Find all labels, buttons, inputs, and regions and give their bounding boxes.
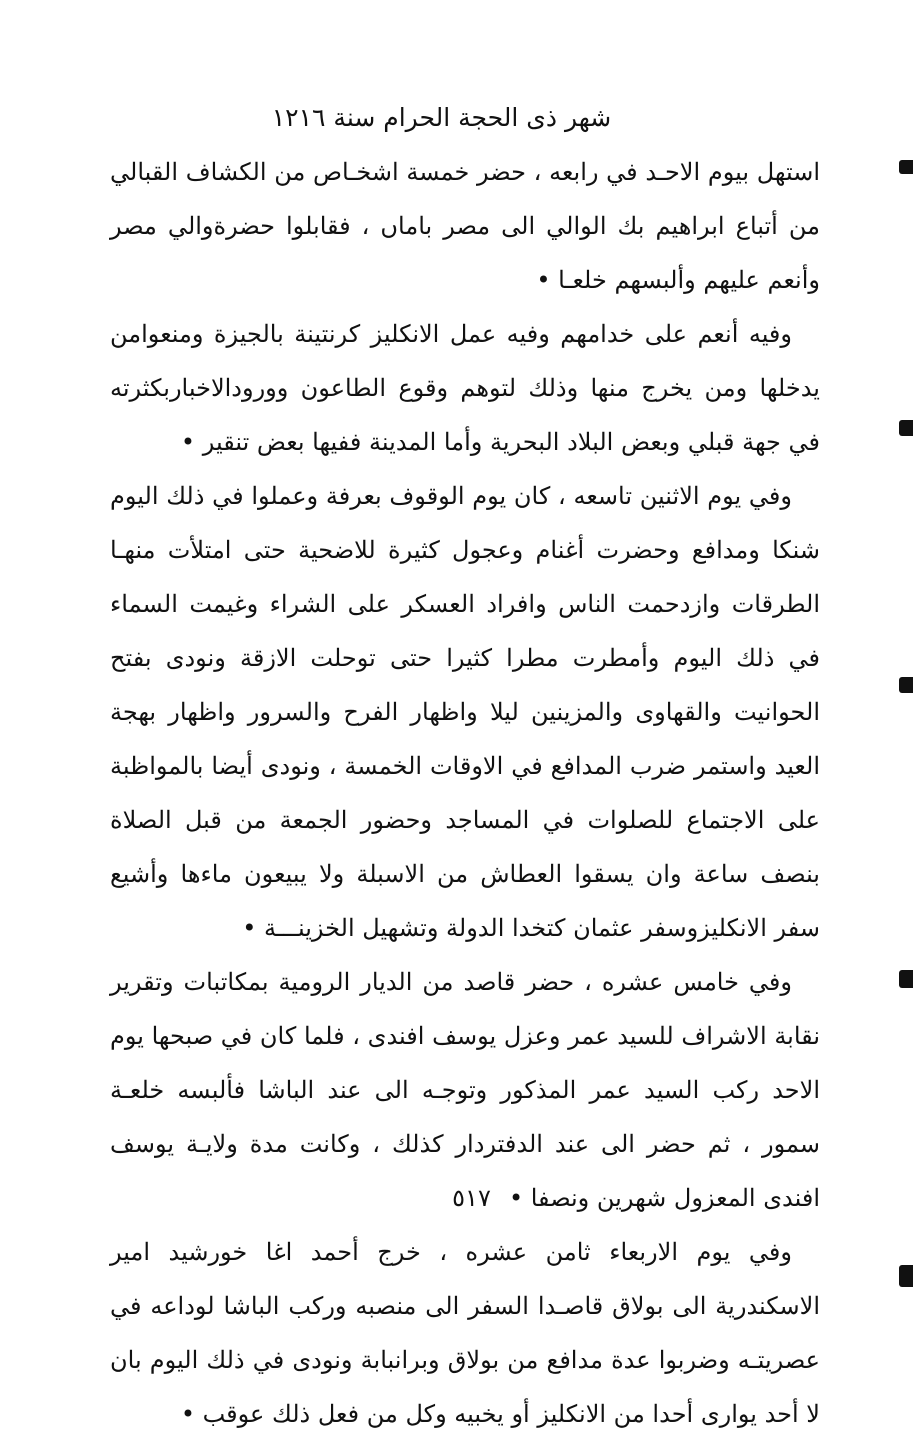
margin-mark	[899, 970, 913, 988]
paragraph: وفي يوم الاثنين تاسعه ، كان يوم الوقوف بعرفة وعملوا في ذلك اليوم شنكا ومدافع وحضرت أغنام وعجول كثيرة للاضحية حتى امتلأت منهـا الطرقات وازدحمت الناس وافراد العسكر على الشراء وغيمت السماء في ذلك اليوم وأمطرت مطرا كثيرا حتى توحلت الازقة ونودى بفتح الحوانيت والقهاوى والمزينين ليلا واظهار الفرح والسرور واظهار بهجة العيد واستمر ضرب المدافع في الاوقات الخمسة ، ونودى أيضا بالمواظبة على الاجتماع للصلوات في المساجد وحضور الجمعة من قبل الصلاة بنصف ساعة وان يسقوا العطاش من الاسبلة ولا يبيعون ماءها وأشيع سفر الانكليزوسفر عثمان كتخدا الدولة وتشهيل الخزينـــة •	[110, 482, 820, 942]
paragraph: وفيه أنعم على خدامهم وفيه عمل الانكليز كرنتينة بالجيزة ومنعوامن يدخلها ومن يخرج منها وذلك لتوهم وقوع الطاعون وورودالاخباربكثرته في جهة قبلي وبعض البلاد البحرية وأما المدينة ففيها بعض تنقير •	[110, 320, 820, 456]
paragraph: استهل بيوم الاحـد في رابعه ، حضر خمسة اشخـاص من الكشاف القبالي من أتباع ابراهيم بك الوالي الى مصر باماں ، فقابلوا حضرةوالي مصر وأنعم عليهم وألبسهم خلعـا •	[110, 158, 821, 294]
body-text	[110, 145, 820, 1441]
margin-mark	[899, 420, 913, 436]
page-header: شهر ذى الحجة الحرام سنة ١٢١٦	[271, 103, 612, 132]
paragraph: وفي خامس عشره ، حضر قاصد من الديار الرومية بمكاتبات وتقرير نقابة الاشراف للسيد عمر وعزل يوسف افندى ، فلما كان في صبحها يوم الاحد ركب السيد عمر المذكور وتوجـه الى عند الباشا فألبسه خلعـة سمور ، ثم حضر الى عند الدفتردار كذلك ، وكانت مدة ولايـة يوسف افندى المعزول شهرين ونصفا •	[110, 968, 820, 1212]
margin-mark	[899, 677, 913, 693]
margin-mark	[899, 1265, 913, 1287]
paragraph: وفي يوم الاربعاء ثامن عشره ، خرج أحمد اغا خورشيد امير الاسكندرية الى بولاق قاصـدا السفر الى منصبه وركب الباشا لوداعه في عصريتـه وضربوا عدة مدافع من بولاق وبرانبابة ونودى في ذلك اليوم بان لا أحد يوارى أحدا من الانكليز أو يخبيه وكل من فعل ذلك عوقب •	[110, 1238, 821, 1428]
margin-mark	[899, 160, 913, 174]
page-number: ٥١٧	[452, 1184, 491, 1212]
